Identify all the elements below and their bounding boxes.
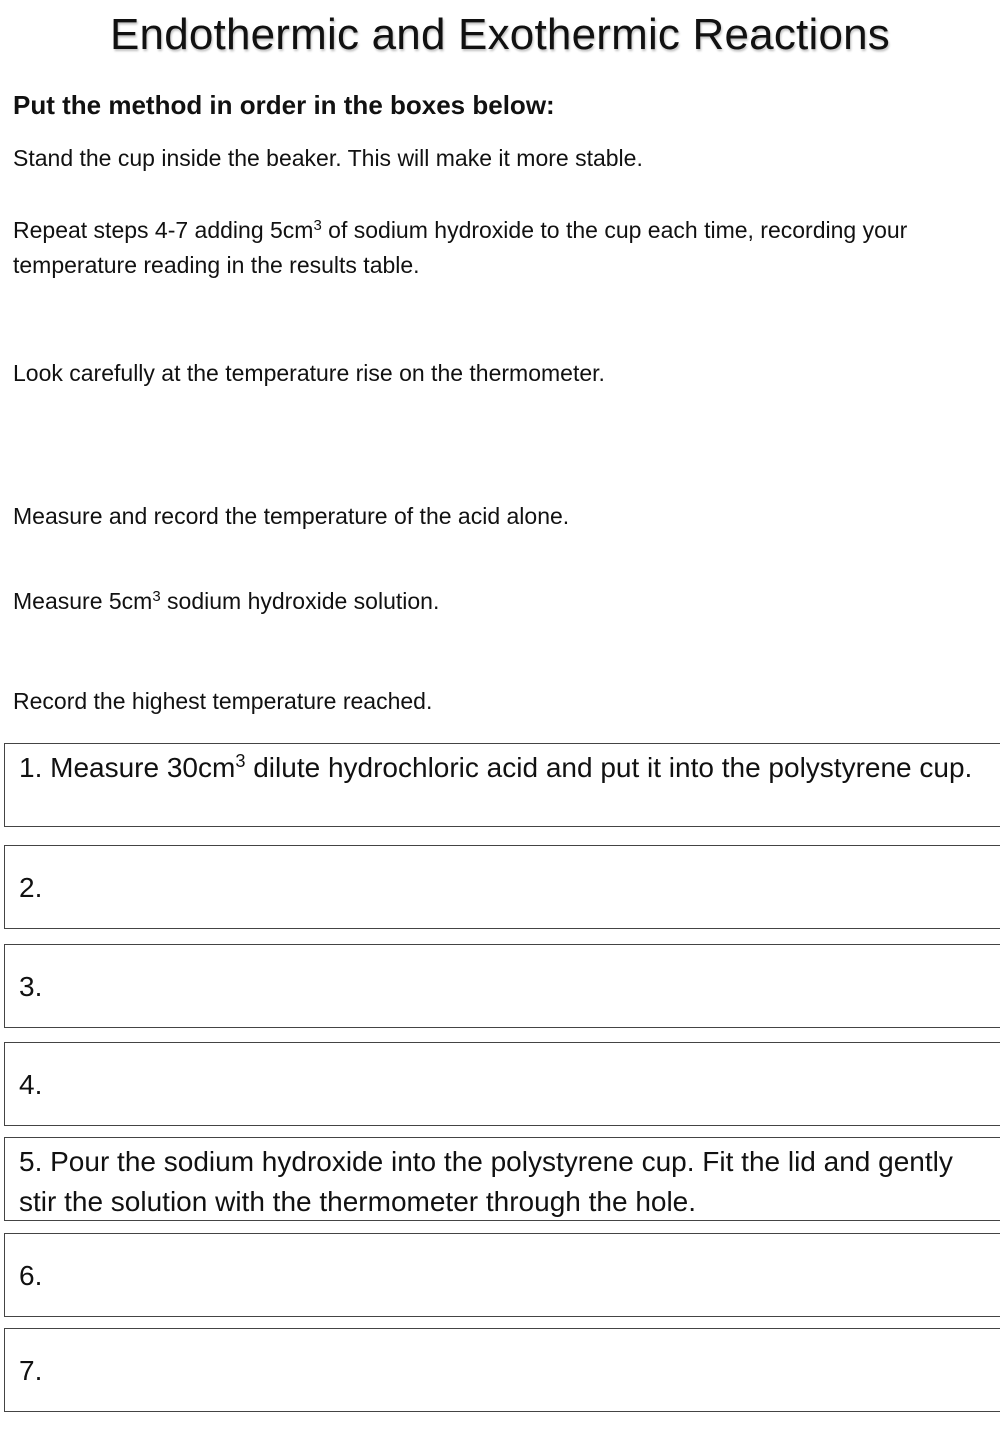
answer-box-text: 5. Pour the sodium hydroxide into the polystyrene cup. Fit the lid and gently stir the solution with the thermometer through the hole. <box>19 1146 953 1217</box>
option-text: Look carefully at the temperature rise on the thermometer. <box>13 360 605 386</box>
option-text-start: Measure 5cm <box>13 588 153 614</box>
option-text-end: of sodium hydroxide to the cup each time, recording your temperature reading in the results table. <box>13 217 908 278</box>
answer-box-2[interactable] <box>4 845 1000 929</box>
answer-box-label: 6. <box>19 1260 43 1291</box>
answer-box-label: 2. <box>19 872 43 903</box>
option-text-start: Repeat steps 4-7 adding 5cm <box>13 217 314 243</box>
answer-text-start: 1. Measure 30cm <box>19 752 236 783</box>
superscript-3: 3 <box>152 587 161 605</box>
superscript-3: 3 <box>313 216 322 234</box>
answer-box-3[interactable] <box>4 944 1000 1028</box>
option-text-end: sodium hydroxide solution. <box>160 588 440 614</box>
instruction-heading: Put the method in order in the boxes below: <box>13 90 555 120</box>
answer-box-label: 7. <box>19 1355 43 1386</box>
answer-box-6[interactable] <box>4 1233 1000 1317</box>
method-option-repeat-steps[interactable] <box>13 213 973 283</box>
method-option-record-highest[interactable] <box>13 684 973 719</box>
answer-box-label: 3. <box>19 971 43 1002</box>
answer-box-label: 4. <box>19 1069 43 1100</box>
answer-box-1[interactable] <box>4 743 1000 827</box>
answer-text-end: dilute hydrochloric acid and put it into the polystyrene cup. <box>245 752 973 783</box>
option-text: Record the highest temperature reached. <box>13 688 433 714</box>
option-text: Stand the cup inside the beaker. This will make it more stable. <box>13 145 643 171</box>
answer-box-5[interactable] <box>4 1137 1000 1221</box>
answer-box-4[interactable] <box>4 1042 1000 1126</box>
method-option-record-acid-temperature[interactable] <box>13 499 973 534</box>
method-option-measure-naoh[interactable] <box>13 584 973 619</box>
method-option-stand-cup[interactable] <box>13 141 973 176</box>
answer-box-text <box>19 748 983 788</box>
method-option-look-temperature[interactable] <box>13 356 973 391</box>
option-text: Measure and record the temperature of the acid alone. <box>13 503 570 529</box>
superscript-3: 3 <box>235 751 246 771</box>
answer-box-7[interactable] <box>4 1328 1000 1412</box>
worksheet-title: Endothermic and Exothermic Reactions <box>109 10 890 59</box>
